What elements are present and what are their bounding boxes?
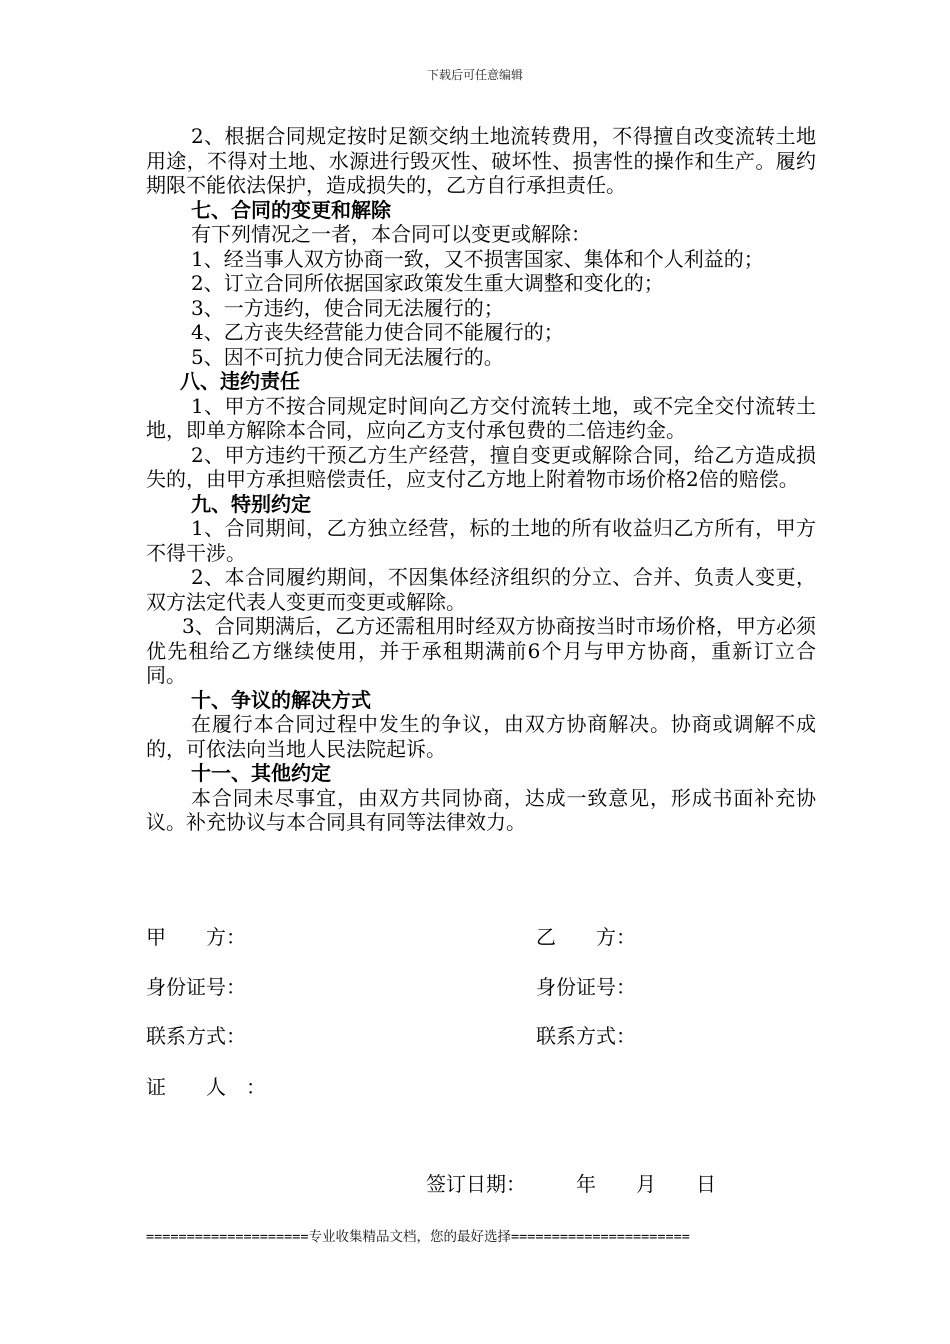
section-9-heading: 九、特别约定 — [191, 491, 311, 516]
clause-7-1: 1、经当事人双方协商一致，又不损害国家、集体和个人利益的； — [191, 246, 764, 271]
footer-note: ====================专业收集精品文档，您的最好选择====================== — [146, 1229, 690, 1245]
party-a-id-label: 身份证号： — [146, 975, 246, 999]
party-b-id-label: 身份证号： — [536, 975, 636, 999]
party-a-contact-label: 联系方式： — [146, 1024, 246, 1048]
clause-7-4: 4、乙方丧失经营能力使合同不能履行的； — [191, 320, 564, 344]
section-11-heading: 十一、其他约定 — [191, 761, 331, 785]
header-note: 下载后可任意编辑 — [426, 68, 523, 82]
clause-9-3: 3、合同期满后，乙方还需租用时经双方协商按当时市场价格，甲方必须优先租给乙方继续使用，并于承租期满前6个月与甲方协商，重新订立合同。 — [146, 614, 816, 687]
clause-8-2: 2、甲方违约干预乙方生产经营，擅自变更或解除合同，给乙方造成损失的，由甲方承担赔偿责任，应支付乙方地上附着物市场价格2倍的赔偿。 — [146, 442, 816, 491]
section-10-heading: 十、争议的解决方式 — [191, 687, 371, 712]
clause-9-1: 1、合同期间，乙方独立经营，标的土地的所有收益归乙方所有，甲方不得干涉。 — [146, 516, 816, 565]
clause-11-text: 本合同未尽事宜，由双方共同协商，达成一致意见，形成书面补充协议。补充协议与本合同具有同等法律效力。 — [146, 785, 816, 834]
section-7-intro: 有下列情况之一者，本合同可以变更或解除： — [191, 222, 591, 246]
witness-label: 证 人 ： — [146, 1075, 266, 1099]
clause-8-1: 1、甲方不按合同规定时间向乙方交付流转土地，或不完全交付流转土地，即单方解除本合同，应向乙方支付承包费的二倍违约金。 — [146, 393, 816, 442]
clause-10-text: 在履行本合同过程中发生的争议，由双方协商解决。协商或调解不成的，可依法向当地人民法院起诉。 — [146, 712, 816, 761]
section-8-heading: 八、违约责任 — [180, 369, 300, 393]
clause-9-2: 2、本合同履约期间，不因集体经济组织的分立、合并、负责人变更，双方法定代表人变更而变更或解除。 — [146, 565, 816, 614]
party-a-label: 甲 方： — [146, 925, 246, 949]
party-b-contact-label: 联系方式： — [536, 1024, 636, 1048]
clause-7-5: 5、因不可抗力使合同无法履行的。 — [191, 344, 504, 369]
contract-body — [146, 124, 816, 835]
clause-7-2: 2、订立合同所依据国家政策发生重大调整和变化的； — [191, 271, 664, 295]
party-b-label: 乙 方： — [536, 925, 636, 949]
section-7-heading: 七、合同的变更和解除 — [191, 197, 391, 222]
clause-7-3: 3、一方违约，使合同无法履行的； — [191, 295, 504, 320]
signing-date-line: 签订日期： 年 月 日 — [426, 1172, 716, 1196]
clause-6-2: 2、根据合同规定按时足额交纳土地流转费用，不得擅自改变流转土地用途，不得对土地、水源进行毁灭性、破坏性、损害性的操作和生产。履约期限不能依法保护，造成损失的，乙方自行承担责任。 — [146, 124, 816, 197]
